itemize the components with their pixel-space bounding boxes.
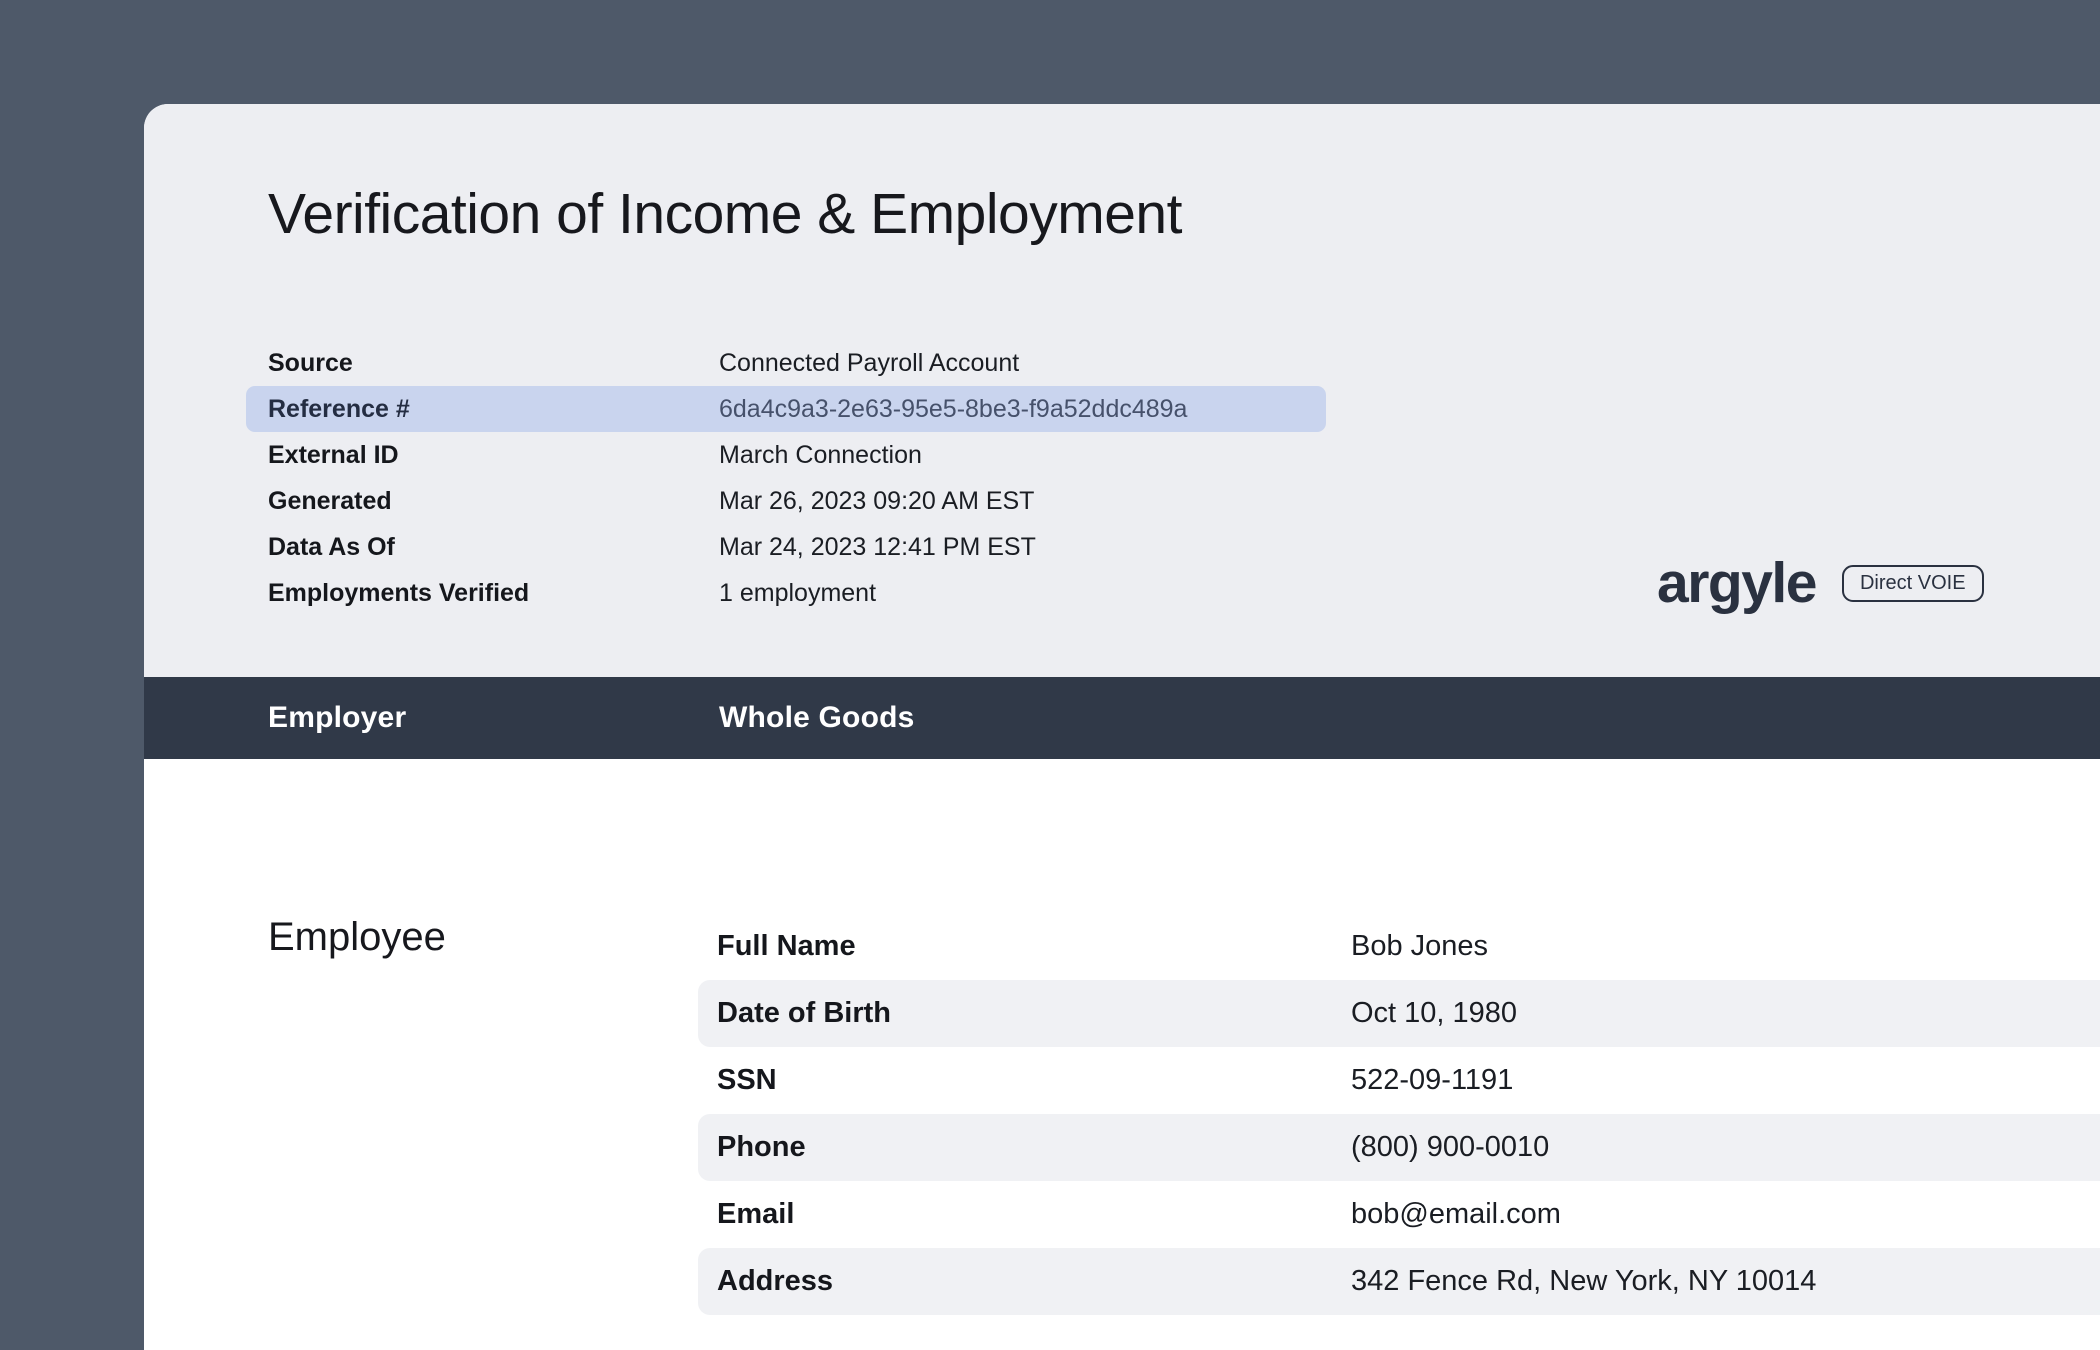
employer-label: Employer: [268, 701, 407, 734]
meta-value: Mar 24, 2023 12:41 PM EST: [719, 532, 1036, 561]
meta-label: External ID: [268, 440, 399, 469]
argyle-logo: argyle: [1657, 550, 1816, 615]
row-value: (800) 900-0010: [1351, 1131, 1550, 1163]
report-header: [144, 104, 2100, 677]
employer-name: Whole Goods: [719, 701, 915, 734]
row-label: Date of Birth: [717, 997, 891, 1029]
row-label: Email: [717, 1198, 795, 1230]
row-value: 342 Fence Rd, New York, NY 10014: [1351, 1265, 1817, 1297]
employer-bar: [144, 677, 2100, 759]
meta-row-reference-highlighted[interactable]: [246, 386, 1326, 432]
table-row-ssn: [698, 1047, 2100, 1114]
row-label: Phone: [717, 1131, 806, 1163]
row-value: 522-09-1191: [1351, 1064, 1514, 1096]
meta-row-employments-verified: [246, 570, 1326, 616]
row-label: SSN: [717, 1064, 777, 1096]
meta-value: 6da4c9a3-2e63-95e5-8be3-f9a52ddc489a: [719, 394, 1188, 423]
table-row-address: [698, 1248, 2100, 1315]
employee-section-heading: Employee: [268, 915, 446, 959]
report-meta-list: [246, 340, 1326, 616]
report-title: Verification of Income & Employment: [268, 182, 1182, 246]
row-value: bob@email.com: [1351, 1198, 1561, 1230]
meta-label: Generated: [268, 486, 392, 515]
table-row-full-name: [698, 913, 2100, 980]
meta-value: March Connection: [719, 440, 922, 469]
meta-label: Employments Verified: [268, 578, 530, 607]
meta-row-generated: [246, 478, 1326, 524]
meta-row-source: [246, 340, 1326, 386]
meta-label: Data As Of: [268, 532, 395, 561]
report-body: [144, 759, 2100, 1350]
brand-group: [1657, 551, 1984, 615]
row-value: Bob Jones: [1351, 930, 1489, 962]
table-row-date-of-birth: [698, 980, 2100, 1047]
table-row-email: [698, 1181, 2100, 1248]
direct-voie-badge: Direct VOIE: [1842, 565, 1984, 602]
meta-label: Source: [268, 348, 353, 377]
row-value: Oct 10, 1980: [1351, 997, 1518, 1029]
meta-label: Reference #: [268, 394, 410, 423]
row-label: Full Name: [717, 930, 856, 962]
meta-value: Mar 26, 2023 09:20 AM EST: [719, 486, 1035, 515]
meta-value: Connected Payroll Account: [719, 348, 1020, 377]
table-row-phone: [698, 1114, 2100, 1181]
meta-row-data-as-of: [246, 524, 1326, 570]
voie-report-card: [144, 104, 2100, 1350]
meta-value: 1 employment: [719, 578, 877, 607]
row-label: Address: [717, 1265, 834, 1297]
employee-table: [698, 913, 2100, 1315]
meta-row-external-id: [246, 432, 1326, 478]
